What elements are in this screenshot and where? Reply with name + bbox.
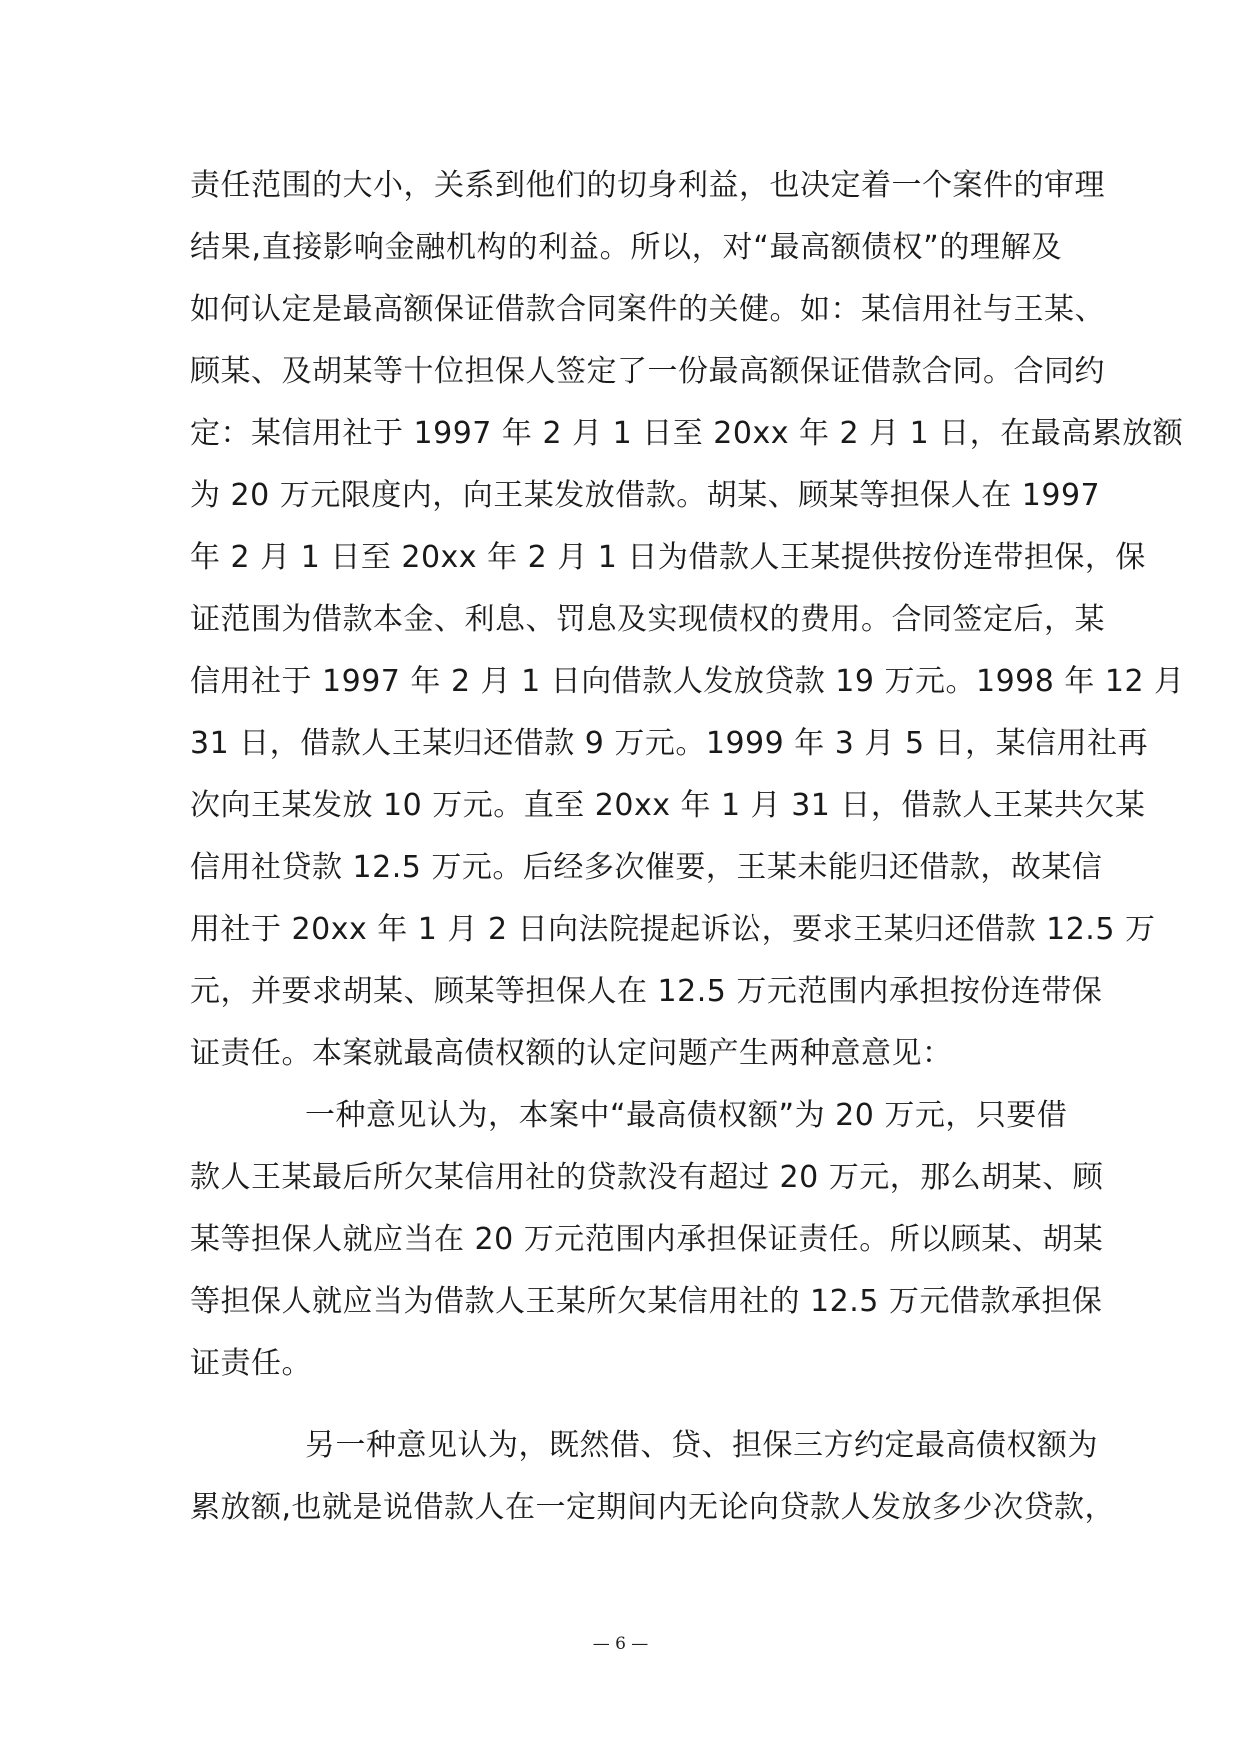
text-line: 顾某、及胡某等十位担保人签定了一份最高额保证借款合同。合同约 [190,354,1105,389]
text-line: 31 日，借款人王某归还借款 9 万元。1999 年 3 月 5 日，某信用社再 [190,726,1149,761]
paragraph-spacing [190,1395,1062,1415]
text-line: 一种意见认为，本案中“最高债权额”为 20 万元，只要借 [305,1098,1068,1133]
text-line: 为 20 万元限度内，向王某发放借款。胡某、顾某等担保人在 1997 [190,478,1101,513]
text-line: 次向王某发放 10 万元。直至 20xx 年 1 月 31 日，借款人王某共欠某 [190,788,1146,823]
text-line: 某等担保人就应当在 20 万元范围内承担保证责任。所以顾某、胡某 [190,1222,1104,1257]
text-line: 用社于 20xx 年 1 月 2 日向法院提起诉讼，要求王某归还借款 12.5 万 [190,912,1156,947]
text-line: 如何认定是最高额保证借款合同案件的关健。如：某信用社与王某、 [190,292,1105,327]
document-body [190,155,1185,1539]
text-line: 证责任。 [190,1346,312,1381]
text-line: 定：某信用社于 1997 年 2 月 1 日至 20xx 年 2 月 1 日，在最高累放额 [190,416,1184,451]
page-number: — 6 — [592,1634,649,1654]
paragraph-2 [190,1085,1104,1395]
text-line: 信用社于 1997 年 2 月 1 日向借款人发放贷款 19 万元。1998 年 12 月 [190,664,1185,699]
text-line: 证范围为借款本金、利息、罚息及实现债权的费用。合同签定后，某 [190,602,1105,637]
text-line: 结果,直接影响金融机构的利益。所以，对“最高额债权”的理解及 [190,230,1062,265]
paragraph-3 [190,1415,1116,1539]
text-line: 元，并要求胡某、顾某等担保人在 12.5 万元范围内承担按份连带保 [190,974,1103,1009]
paragraph-1 [190,155,1185,1085]
text-line: 年 2 月 1 日至 20xx 年 2 月 1 日为借款人王某提供按份连带担保，保 [190,540,1146,575]
text-line: 等担保人就应当为借款人王某所欠某信用社的 12.5 万元借款承担保 [190,1284,1103,1319]
text-line: 另一种意见认为，既然借、贷、担保三方约定最高债权额为 [305,1428,1098,1463]
text-line: 证责任。本案就最高债权额的认定问题产生两种意意见： [190,1036,953,1071]
text-line: 责任范围的大小，关系到他们的切身利益，也决定着一个案件的审理 [190,168,1105,203]
text-line: 款人王某最后所欠某信用社的贷款没有超过 20 万元，那么胡某、顾 [190,1160,1104,1195]
text-line: 信用社贷款 12.5 万元。后经多次催要，王某未能归还借款，故某信 [190,850,1103,885]
text-line: 累放额,也就是说借款人在一定期间内无论向贷款人发放多少次贷款， [190,1490,1116,1525]
